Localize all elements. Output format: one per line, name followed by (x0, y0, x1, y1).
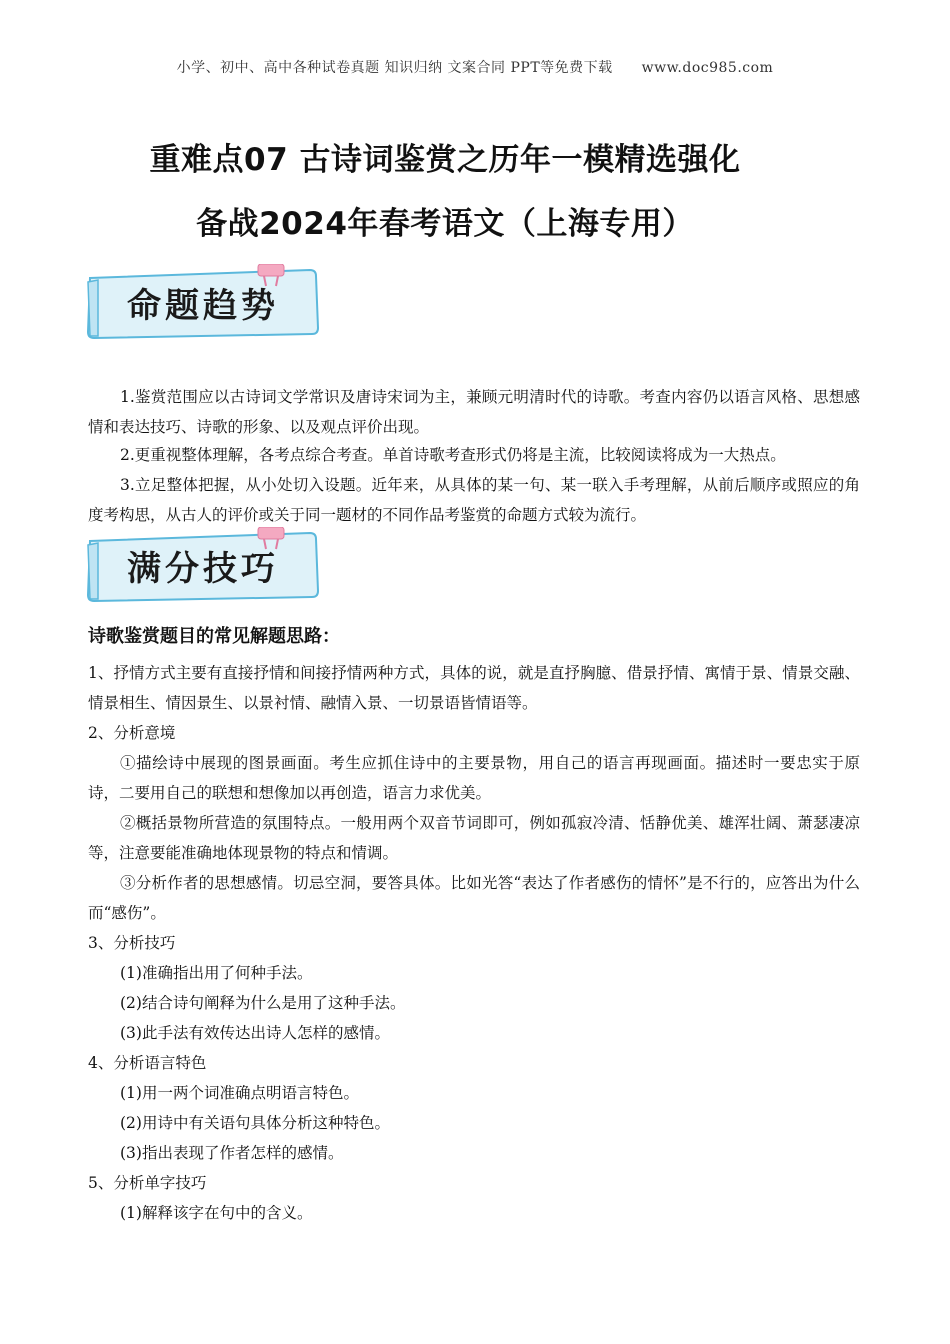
list-item: (1)解释该字在句中的含义。 (120, 1204, 313, 1222)
list-item: ③分析作者的思想感情。切忌空洞，要答具体。比如光答“表达了作者感伤的情怀”是不行的，应答出为什么而“感伤”。 (88, 874, 860, 922)
method-list (88, 658, 860, 1228)
trend-paragraph-2: 2.更重视整体理解，各考点综合考查。单首诗歌考查形式仍将是主流，比较阅读将成为一大热点。 (120, 445, 786, 464)
banner-trend-label: 命题趋势 (127, 286, 279, 326)
list-item: 1、抒情方式主要有直接抒情和间接抒情两种方式，具体的说，就是直抒胸臆、借景抒情、寓情于景、情景交融、情景相生、情因景生、以景衬情、融情入景、一切景语皆情语等。 (88, 664, 860, 712)
list-item: (2)结合诗句阐释为什么是用了这种手法。 (120, 994, 406, 1012)
trend-paragraph-3: 3.立足整体把握，从小处切入设题。近年来，从具体的某一句、某一联入手考理解，从前后顺序或照应的角度考构思，从古人的评价或关于同一题材的不同作品考鉴赏的命题方式较为流行。 (88, 475, 860, 524)
list-item: (3)指出表现了作者怎样的感情。 (120, 1144, 344, 1162)
banner-skills (84, 527, 324, 605)
list-item: (2)用诗中有关语句具体分析这种特色。 (120, 1114, 390, 1132)
list-item: (3)此手法有效传达出诗人怎样的感情。 (120, 1024, 390, 1042)
banner-skills-label: 满分技巧 (127, 549, 279, 589)
title-line-2: 备战2024年春考语文（上海专用） (196, 206, 694, 242)
list-item: (1)准确指出用了何种手法。 (120, 964, 313, 982)
banner-trend (84, 264, 324, 342)
page-header (0, 57, 950, 77)
list-item: ②概括景物所营造的氛围特点。一般用两个双音节词即可，例如孤寂冷清、恬静优美、雄浑壮阔、萧瑟凄凉等，注意要能准确地体现景物的特点和情调。 (88, 814, 860, 862)
list-item: ①描绘诗中展现的图景画面。考生应抓住诗中的主要景物，用自己的语言再现画面。描述时一要忠实于原诗，二要用自己的联想和想像加以再创造，语言力求优美。 (88, 754, 860, 802)
title-line-1: 重难点07 古诗词鉴赏之历年一模精选强化 (149, 142, 741, 178)
header-text: 小学、初中、高中各种试卷真题 知识归纳 文案合同 PPT等免费下载 (176, 60, 613, 76)
list-item: 5、分析单字技巧 (88, 1174, 207, 1192)
list-item: (1)用一两个词准确点明语言特色。 (120, 1084, 359, 1102)
list-item: 3、分析技巧 (88, 934, 176, 952)
list-item: 4、分析语言特色 (88, 1054, 207, 1072)
trend-paragraph-1: 1.鉴赏范围应以古诗词文学常识及唐诗宋词为主，兼顾元明清时代的诗歌。考查内容仍以语言风格、思想感情和表达技巧、诗歌的形象、以及观点评价出现。 (88, 387, 860, 436)
list-item: 2、分析意境 (88, 724, 176, 742)
header-site: www.doc985.com (641, 60, 774, 76)
method-subheading: 诗歌鉴赏题目的常见解题思路： (88, 626, 340, 647)
